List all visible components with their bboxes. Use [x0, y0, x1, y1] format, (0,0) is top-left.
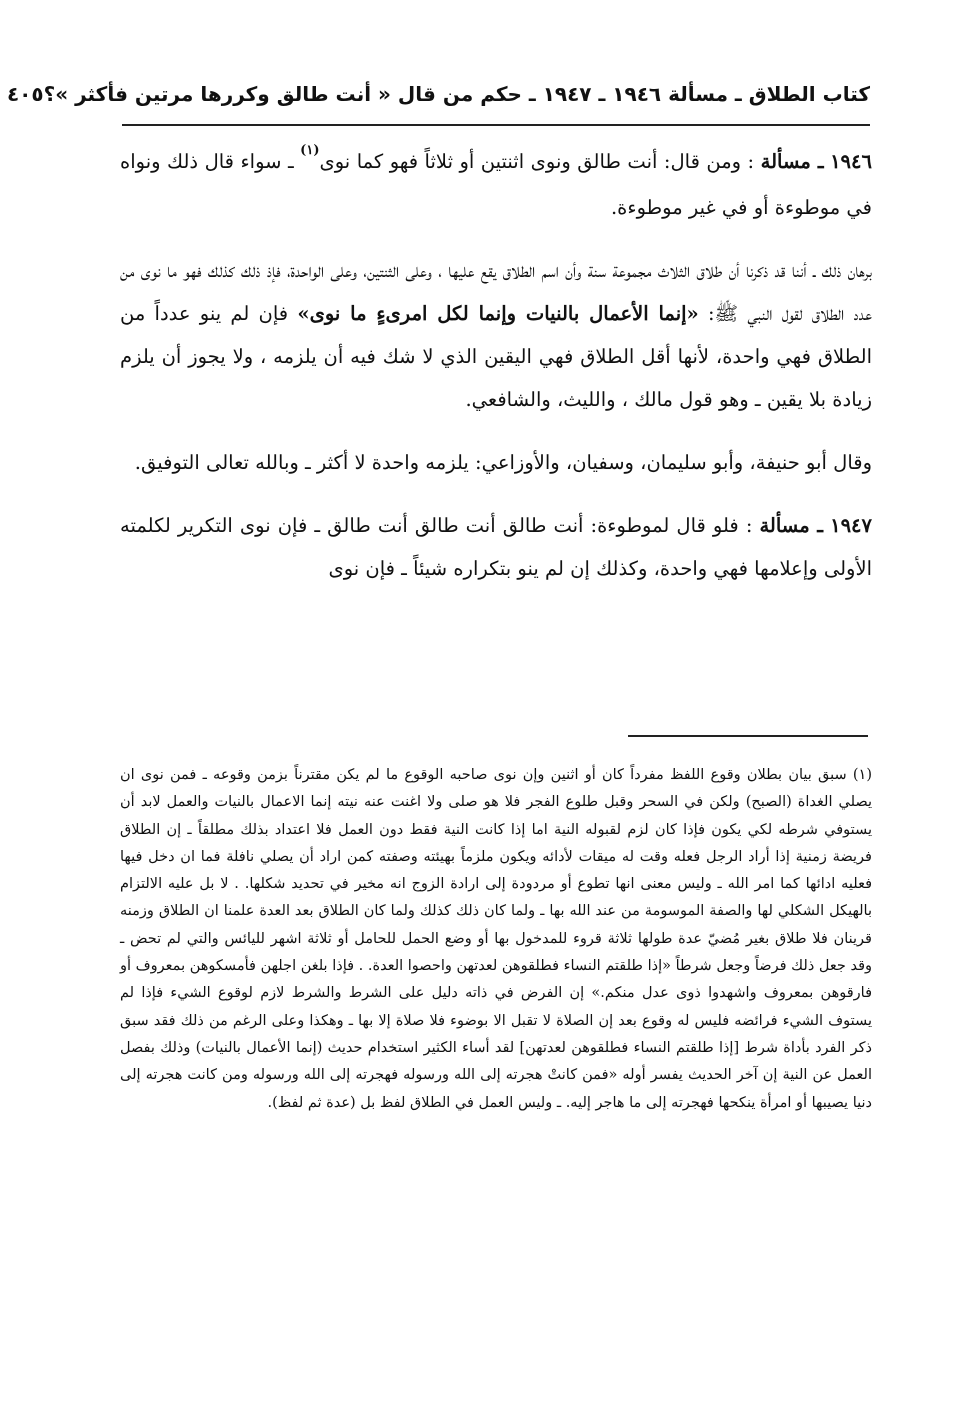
footnote-divider — [628, 735, 868, 737]
issue-number: ١٩٤٧ — [830, 514, 873, 537]
header-title: كتاب الطلاق ـ مسألة ١٩٤٦ ـ ١٩٤٧ ـ حكم من قال « أنت طالق وكررها مرتين فأكثر »؟ — [43, 82, 870, 106]
footnote-text: سبق بيان بطلان وقوع اللفظ مفرداً كان أو اثنين وإن نوى صاحبه الوقوع ما لم يكن مقترناً بزمن وقوعه ـ فمن نوى ان يصلي الغداة (الصبح) ولكن في السحر وقبل طلوع الفجر فلا هو صلى ولا اغنت عنه نيته إنما الاعمال بالنيات والعمل لابد أن يستوفي شرطه لكي يكون فإذا كان لزم لقبوله النية اما إذا كانت النية فقط دون العمل فلا اعتداد بذلك مطلقاً ـ إن الطلاق فريضة زمنية إذا أراد الرجل فعله وقت له ميقات لأدائه ويكون ملزماً بهيئته وصفته كمن اراد أن يصلي نافلة فما ان دخل فيها فعليه ادائها كما امر الله ـ وليس معنى انها تطوع أو مردودة إلى ارادة الزوج انه مخير في تحديد شكلها. . لا بل عليه الالتزام بالهيكل الشكلي لها والصفة الموسومة من عند الله بها ـ ولما كان ذلك كذلك ولما كان الطلاق بعد العدة علمنا ان الطلاق وزمنه قرينان فلا طلاق بغير مُضيّ عدة طولها ثلاثة قروء للمدخول بها أو وضع الحمل للحامل أو ثلاثة اشهر لليائس والتي لم تحض ـ وقد جعل ذلك فرضاً وجعل شرطاً «إذا طلقتم النساء فطلقوهن لعدتهن واحصوا العدة. . فإذا بلغن اجلهن فأمسكوهن بمعروف أو فارقوهن بمعروف واشهدوا ذوى عدل منكم.» إن الفرض في ذاته دليل على الشرط والشرط لازم لوقوع الشيء فإذا لم يستوف الشيء فرائضه فليس له وقوع بعد إن الصلاة لا تقبل الا بوضوء فلا صلاة إلا بها ـ وهكذا وعلى الرغم من ذلك فقد سبق ذكر الفرد بأداة شرط [إذا طلقتم النساء فطلقوهن لعدتهن] لقد أساء الكثير استخدام حديث (إنما الأعمال بالنيات) وذلك بفصل العمل عن النية إن آخر الحديث يفسر أوله «فمن كانتْ هجرته إلى الله ورسوله فهجرته إلى الله ورسوله ومن كانت هجرته إلى دنيا يصيبها أو امرأة ينكحها فهجرته إلى ما هاجر إليه. ـ وليس العمل في الطلاق لفظ بل (عدة ثم لفظ). — [120, 767, 872, 1111]
issue-text: : فلو قال لموطوءة: أنت طالق أنت طالق أنت طالق ـ فإن نوى التكرير لكلمته الأولى وإعلامها فهي واحدة، وكذلك إن لم ينو بتكراره شيئاً ـ فإن نوى — [120, 514, 872, 580]
opinions-paragraph: وقال أبو حنيفة، وأبو سليمان، وسفيان، والأوزاعي: يلزمه واحدة لا أكثر ـ وبالله تعالى التوفيق. — [134, 451, 872, 474]
proof-text: برهان ذلك ـ أننا قد ذكرنا أن طلاق الثلاث مجموعة سنة وأن اسم الطلاق يقع عليها ، وعلى الثنتين، وعلى الواحدة، فإذ ذلك كذلك فهو ما نوى من عدد الطلاق لقول النبي ﷺ: — [120, 259, 872, 325]
main-text — [120, 140, 872, 590]
issue-label: ـ مسألة — [760, 150, 824, 173]
footnote-reference[interactable]: (١) — [300, 143, 320, 158]
footnotes — [120, 762, 872, 1117]
proof-paragraph — [120, 249, 872, 421]
footnote-marker: (١) — [852, 767, 873, 783]
proof-text-continued: فإن لم ينو عدداً من الطلاق فهي واحدة، لأنها أقل الطلاق فهي اليقين الذي لا شك فيه أن يلزمه ، ولا يجوز أن يلزم زيادة بلا يقين ـ وهو قول مالك ، والليث، والشافعي. — [120, 302, 872, 411]
header-divider — [122, 124, 870, 126]
footnote-1 — [120, 762, 872, 1117]
issue-text-continued: ـ سواء قال ذلك ونواه في موطوءة أو في غير موطوءة. — [120, 150, 872, 219]
issue-1946 — [120, 140, 872, 229]
page-number: ٤٠٥ — [6, 82, 44, 106]
issue-1947 — [120, 504, 872, 590]
issue-number: ١٩٤٦ — [830, 150, 872, 173]
running-header — [6, 76, 870, 112]
issue-label: ـ مسألة — [759, 514, 824, 537]
issue-text: : ومن قال: أنت طالق ونوى اثنتين أو ثلاثاً فهو كما نوى — [319, 150, 755, 173]
hadith-quote: «إنما الأعمال بالنيات وإنما لكل امرىءٍ ما نوى» — [297, 302, 699, 325]
